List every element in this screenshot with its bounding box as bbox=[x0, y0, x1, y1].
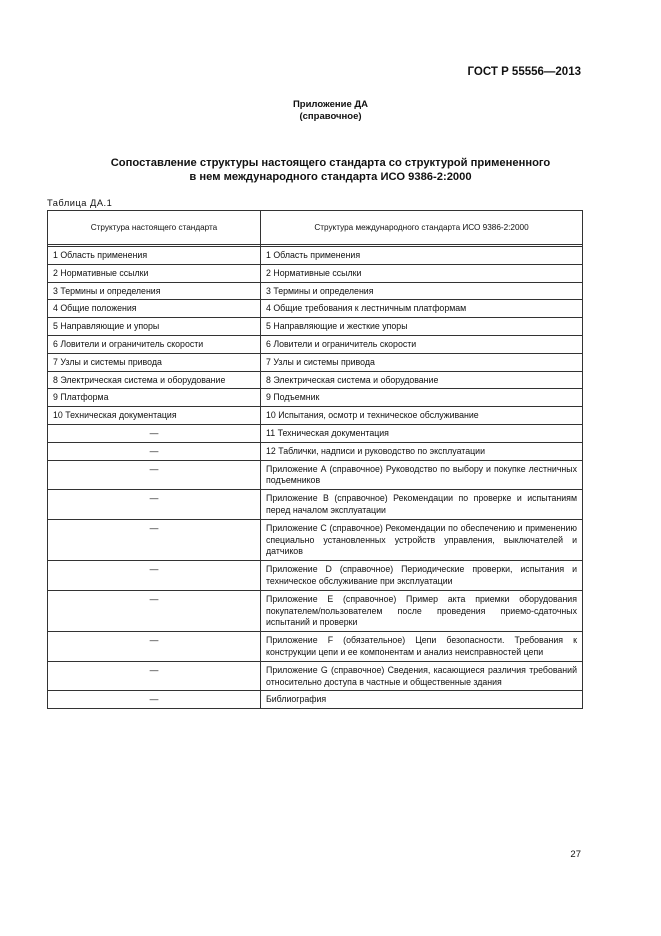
international-cell: 5 Направляющие и жесткие упоры bbox=[261, 318, 583, 336]
table-row bbox=[48, 691, 583, 709]
national-cell: 1 Область применения bbox=[48, 247, 261, 265]
international-cell: 4 Общие требования к лестничным платформам bbox=[261, 300, 583, 318]
international-cell: 12 Таблички, надписи и руководство по эксплуатации bbox=[261, 442, 583, 460]
international-cell: Приложение D (справочное) Периодические проверки, испытания и техническое обслуживание при эксплуатации bbox=[261, 561, 583, 591]
international-cell: 2 Нормативные ссылки bbox=[261, 264, 583, 282]
main-title-line-1: Сопоставление структуры настоящего стандарта со структурой примененного bbox=[110, 157, 551, 169]
main-title bbox=[0, 156, 661, 184]
national-cell: — bbox=[48, 661, 261, 691]
table-label: Таблица ДА.1 bbox=[47, 198, 113, 208]
table-header-row bbox=[48, 211, 583, 245]
national-cell: 8 Электрическая система и оборудование bbox=[48, 371, 261, 389]
international-cell: 11 Техническая документация bbox=[261, 424, 583, 442]
international-cell: Библиография bbox=[261, 691, 583, 709]
annex-subtitle: (справочное) bbox=[299, 111, 362, 122]
table-row bbox=[48, 318, 583, 336]
table-row bbox=[48, 424, 583, 442]
national-cell: — bbox=[48, 424, 261, 442]
international-cell: 8 Электрическая система и оборудование bbox=[261, 371, 583, 389]
international-cell: 6 Ловители и ограничитель скорости bbox=[261, 335, 583, 353]
table-row bbox=[48, 490, 583, 520]
table-row bbox=[48, 282, 583, 300]
international-cell: 1 Область применения bbox=[261, 247, 583, 265]
header-cell-international: Структура международного стандарта ИСО 9386-2:2000 bbox=[261, 211, 583, 245]
national-cell: — bbox=[48, 460, 261, 490]
document-code: ГОСТ Р 55556—2013 bbox=[467, 66, 581, 78]
table-row bbox=[48, 460, 583, 490]
annex-title: Приложение ДА bbox=[292, 99, 369, 110]
national-cell: 10 Техническая документация bbox=[48, 407, 261, 425]
national-cell: — bbox=[48, 442, 261, 460]
international-cell: 9 Подъемник bbox=[261, 389, 583, 407]
table-row bbox=[48, 300, 583, 318]
national-cell: — bbox=[48, 561, 261, 591]
table-row bbox=[48, 335, 583, 353]
international-cell: 7 Узлы и системы привода bbox=[261, 353, 583, 371]
international-cell: Приложение Е (справочное) Пример акта приемки оборудования покупателем/пользователем после проведения приемо-сдаточных испытаний и проверки bbox=[261, 590, 583, 631]
national-cell: 6 Ловители и ограничитель скорости bbox=[48, 335, 261, 353]
annex-heading bbox=[0, 99, 661, 123]
national-cell: — bbox=[48, 490, 261, 520]
comparison-table bbox=[47, 210, 583, 709]
international-cell: Приложение А (справочное) Руководство по выбору и покупке лестничных подъемников bbox=[261, 460, 583, 490]
table-row bbox=[48, 264, 583, 282]
table-row bbox=[48, 632, 583, 662]
table-row bbox=[48, 561, 583, 591]
international-cell: Приложение G (справочное) Сведения, касающиеся различия требований относительно доступа в частные и общественные здания bbox=[261, 661, 583, 691]
table-row bbox=[48, 661, 583, 691]
table-row bbox=[48, 519, 583, 560]
international-cell: Приложение С (справочное) Рекомендации по обеспечению и применению специально установленных устройств управления, выключателей и датчиков bbox=[261, 519, 583, 560]
national-cell: — bbox=[48, 590, 261, 631]
table-row bbox=[48, 389, 583, 407]
international-cell: 10 Испытания, осмотр и техническое обслуживание bbox=[261, 407, 583, 425]
national-cell: — bbox=[48, 691, 261, 709]
international-cell: Приложение В (справочное) Рекомендации по проверке и испытаниям перед началом эксплуатации bbox=[261, 490, 583, 520]
national-cell: — bbox=[48, 632, 261, 662]
table-row bbox=[48, 353, 583, 371]
national-cell: 2 Нормативные ссылки bbox=[48, 264, 261, 282]
table-row bbox=[48, 247, 583, 265]
international-cell: 3 Термины и определения bbox=[261, 282, 583, 300]
header-cell-national: Структура настоящего стандарта bbox=[48, 211, 261, 245]
page-number: 27 bbox=[570, 849, 581, 860]
national-cell: 9 Платформа bbox=[48, 389, 261, 407]
main-title-line-2: в нем международного стандарта ИСО 9386-2:2000 bbox=[189, 171, 472, 183]
table-row bbox=[48, 590, 583, 631]
national-cell: 5 Направляющие и упоры bbox=[48, 318, 261, 336]
national-cell: 4 Общие положения bbox=[48, 300, 261, 318]
national-cell: 7 Узлы и системы привода bbox=[48, 353, 261, 371]
international-cell: Приложение F (обязательное) Цепи безопасности. Требования к конструкции цепи и ее компонентам и анализ неисправностей цепи bbox=[261, 632, 583, 662]
table-row bbox=[48, 442, 583, 460]
national-cell: 3 Термины и определения bbox=[48, 282, 261, 300]
table-row bbox=[48, 371, 583, 389]
national-cell: — bbox=[48, 519, 261, 560]
table-row bbox=[48, 407, 583, 425]
